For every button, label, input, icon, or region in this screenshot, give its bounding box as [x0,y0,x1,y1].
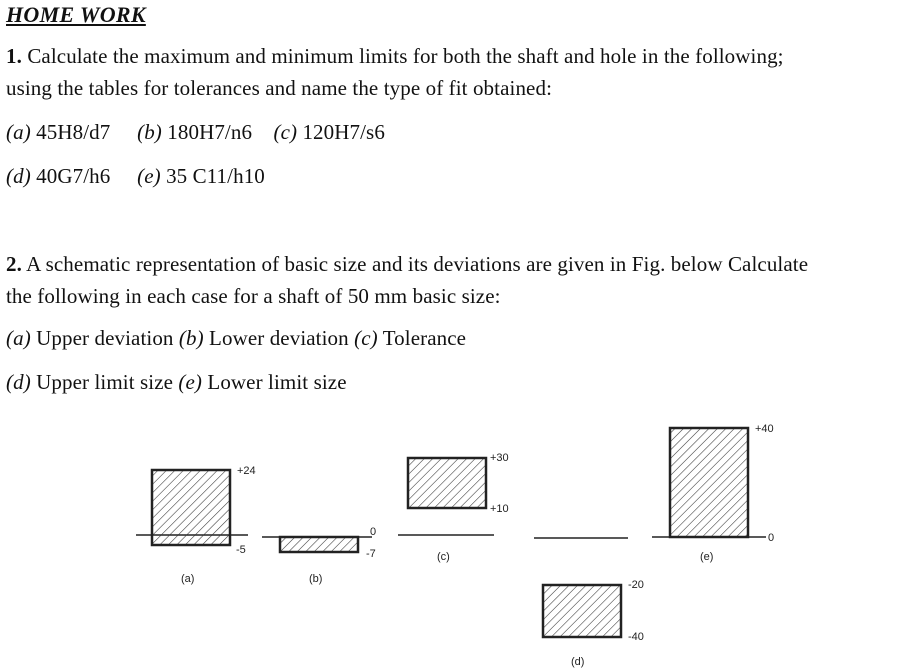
panel-e-lower: 0 [768,532,775,544]
panel-a-upper: +24 [237,465,256,477]
q1-item-a-label: (a) [6,120,31,144]
q2-parts-row2 [6,370,347,395]
q2-text-line2: the following in each case for a shaft of 50 mm basic size: [6,284,501,308]
q2-parts-row1 [6,326,466,351]
q1-number: 1. [6,44,22,68]
panel-d-lower: -40 [628,631,644,643]
q1-item-e-label: (e) [137,164,161,188]
q1-item-a-value: 45H8/d7 [36,120,111,144]
q1-item-b-label: (b) [137,120,162,144]
panel-a [136,465,256,585]
panel-c [398,452,509,563]
panel-b-caption: (b) [309,573,323,585]
q2-part-b-label: (b) [178,326,204,350]
q2-part-b-text: Lower deviation [209,326,349,350]
q2-part-d-text: Upper limit size [36,370,174,394]
panel-c-tolerance-zone [408,458,486,508]
panel-b-upper: 0 [370,526,377,538]
panel-d-upper: -20 [628,579,644,591]
q2-part-c-label: (c) [354,326,378,350]
page-title: HOME WORK [6,2,146,27]
panel-d-caption: (d) [571,656,585,668]
panel-c-upper: +30 [490,452,509,464]
q1-line1 [6,44,784,69]
q2-number: 2. [6,252,22,276]
q2-part-d-label: (d) [6,370,31,394]
panel-b [262,526,376,585]
q2-part-e-label: (e) [178,370,203,394]
q1-items-row2 [6,164,265,189]
q2-part-a-text: Upper deviation [36,326,174,350]
panel-d [534,538,644,668]
q1-item-b-value: 180H7/n6 [167,120,253,144]
q2-part-e-text: Lower limit size [207,370,347,394]
panel-b-tolerance-zone [280,537,358,552]
panel-b-lower: -7 [366,548,376,560]
q1-items-row1 [6,120,385,145]
panel-a-lower: -5 [236,544,246,556]
q1-item-d-label: (d) [6,164,31,188]
q1-text-line2: using the tables for tolerances and name the type of fit obtained: [6,76,553,100]
q1-item-e-value: 35 C11/h10 [166,164,265,188]
q2-part-a-label: (a) [6,326,31,350]
panel-a-caption: (a) [181,573,195,585]
q2-part-c-text: Tolerance [382,326,467,350]
q1-item-d-value: 40G7/h6 [36,164,111,188]
panel-e [652,423,774,563]
q1-item-c-label: (c) [273,120,298,144]
q2-text-line1: A schematic representation of basic size and its deviations are given in Fig. below Calculate [26,252,809,276]
q1-item-c-value: 120H7/s6 [302,120,385,144]
q1-text-line1: Calculate the maximum and minimum limits for both the shaft and hole in the following; [27,44,784,68]
panel-a-tolerance-zone [152,470,230,545]
panel-d-tolerance-zone [543,585,621,637]
deviation-figure [0,400,922,672]
panel-e-tolerance-zone [670,428,748,537]
panel-c-lower: +10 [490,503,509,515]
panel-e-caption: (e) [700,551,714,563]
q2-line1 [6,252,808,277]
panel-c-caption: (c) [437,551,450,563]
panel-e-upper: +40 [755,423,774,435]
